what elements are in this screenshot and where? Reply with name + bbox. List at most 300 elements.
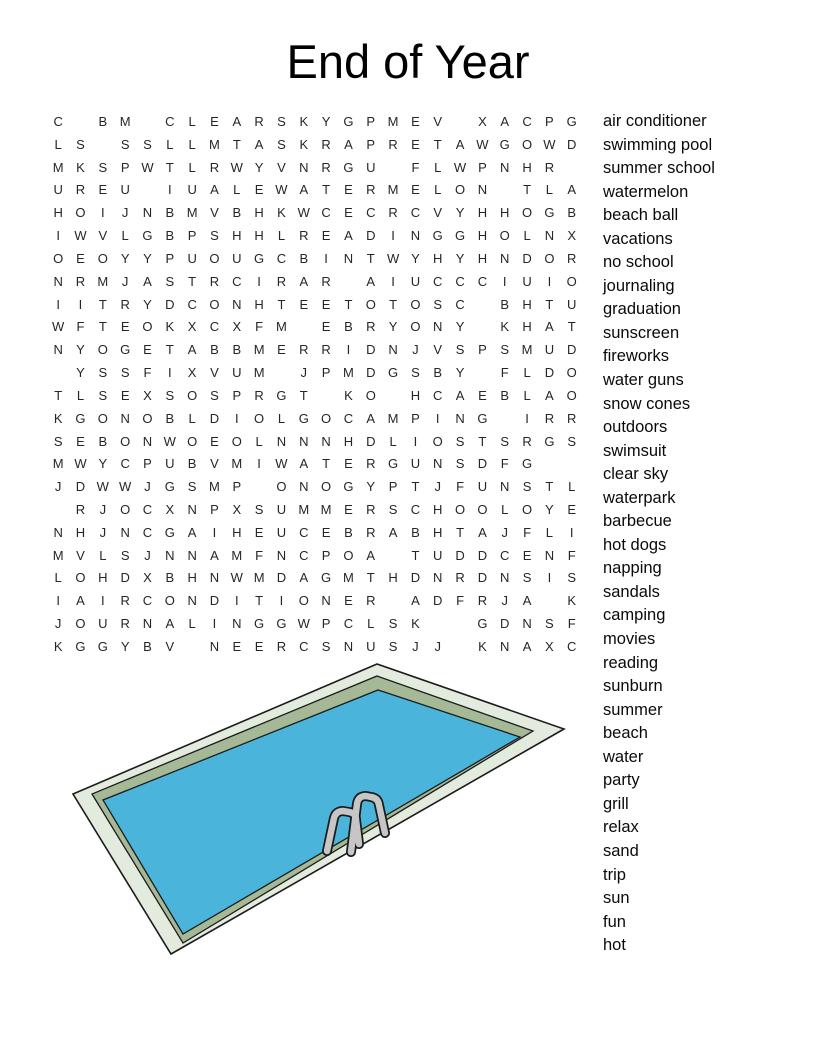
- grid-cell: C: [299, 524, 309, 540]
- grid-cell: I: [525, 410, 529, 426]
- grid-cell: W: [543, 136, 556, 152]
- word-list-item: summer school: [603, 159, 715, 178]
- grid-cell: W: [476, 136, 489, 152]
- grid-cell: P: [478, 342, 487, 358]
- grid-cell: O: [120, 501, 131, 517]
- grid-cell: D: [544, 365, 555, 381]
- word-list-item: fun: [603, 912, 626, 931]
- grid-cell: O: [75, 616, 86, 632]
- grid-cell: Y: [545, 501, 554, 517]
- grid-cell: S: [388, 616, 398, 632]
- grid-cell: T: [344, 296, 353, 312]
- grid-cell: C: [142, 501, 153, 517]
- grid-cell: Y: [455, 319, 465, 335]
- grid-cell: L: [54, 136, 62, 152]
- grid-cell: O: [521, 205, 533, 221]
- grid-cell: L: [568, 479, 576, 495]
- grid-cell: F: [567, 616, 576, 632]
- grid-cell: U: [522, 273, 532, 289]
- grid-cell: N: [500, 638, 510, 654]
- grid-cell: X: [187, 319, 197, 335]
- grid-cell: U: [544, 342, 555, 358]
- grid-cell: I: [391, 273, 395, 289]
- grid-cell: O: [209, 296, 220, 312]
- grid-cell: D: [477, 570, 488, 586]
- grid-cell: Y: [366, 479, 376, 495]
- grid-cell: B: [165, 228, 175, 244]
- grid-cell: W: [297, 205, 310, 221]
- grid-cell: P: [388, 479, 398, 495]
- grid-cell: S: [522, 479, 532, 495]
- grid-cell: P: [232, 479, 242, 495]
- grid-cell: U: [276, 524, 287, 540]
- grid-cell: C: [500, 547, 510, 563]
- grid-cell: G: [455, 228, 466, 244]
- grid-cell: B: [433, 365, 443, 381]
- grid-cell: A: [366, 410, 376, 426]
- grid-cell: I: [569, 524, 574, 540]
- grid-cell: N: [53, 524, 63, 540]
- grid-cell: R: [366, 319, 376, 335]
- grid-cell: C: [477, 273, 488, 289]
- grid-cell: O: [410, 319, 421, 335]
- grid-cell: T: [411, 479, 420, 495]
- grid-cell: N: [187, 547, 197, 563]
- grid-cell: S: [321, 638, 331, 654]
- grid-cell: S: [522, 570, 532, 586]
- grid-cell: U: [276, 501, 287, 517]
- grid-cell: I: [212, 616, 217, 632]
- grid-cell: R: [75, 182, 86, 198]
- grid-cell: T: [567, 319, 576, 335]
- grid-cell: L: [277, 228, 286, 244]
- grid-cell: E: [321, 296, 331, 312]
- grid-cell: R: [477, 593, 488, 609]
- grid-cell: C: [187, 296, 197, 312]
- grid-cell: H: [477, 250, 488, 266]
- grid-cell: B: [232, 205, 242, 221]
- grid-cell: A: [187, 524, 197, 540]
- word-list-item: sandals: [603, 582, 660, 601]
- grid-cell: D: [209, 593, 220, 609]
- grid-cell: C: [276, 250, 287, 266]
- grid-cell: V: [210, 205, 219, 221]
- grid-cell: C: [433, 273, 443, 289]
- grid-cell: A: [478, 524, 487, 540]
- word-list-item: swimsuit: [603, 441, 667, 460]
- puzzle-title: End of Year: [286, 35, 530, 88]
- grid-cell: W: [119, 479, 132, 495]
- grid-cell: I: [234, 593, 239, 609]
- grid-cell: U: [366, 638, 376, 654]
- grid-cell: T: [322, 182, 331, 198]
- grid-cell: P: [143, 456, 152, 472]
- grid-cell: I: [167, 365, 172, 381]
- grid-cell: T: [389, 296, 398, 312]
- grid-cell: J: [121, 205, 129, 221]
- grid-cell: J: [434, 479, 441, 495]
- grid-cell: D: [522, 250, 532, 266]
- grid-cell: L: [188, 410, 196, 426]
- grid-cell: A: [210, 547, 219, 563]
- grid-cell: H: [75, 524, 86, 540]
- grid-cell: N: [321, 593, 331, 609]
- grid-cell: C: [366, 205, 376, 221]
- grid-cell: A: [344, 136, 353, 152]
- grid-cell: W: [141, 159, 154, 175]
- grid-cell: E: [120, 387, 130, 403]
- grid-cell: O: [298, 593, 309, 609]
- grid-cell: C: [165, 113, 175, 129]
- grid-cell: U: [120, 182, 130, 198]
- grid-cell: E: [210, 433, 219, 449]
- grid-cell: D: [567, 342, 577, 358]
- grid-cell: H: [232, 228, 242, 244]
- grid-cell: S: [433, 296, 443, 312]
- grid-cell: N: [388, 342, 398, 358]
- grid-cell: S: [254, 501, 264, 517]
- grid-cell: E: [98, 182, 108, 198]
- grid-cell: V: [277, 159, 286, 175]
- grid-cell: N: [299, 433, 309, 449]
- grid-cell: N: [544, 228, 555, 244]
- grid-cell: [315, 384, 337, 407]
- grid-cell: F: [411, 159, 420, 175]
- grid-cell: O: [566, 387, 577, 403]
- grid-cell: O: [231, 433, 242, 449]
- grid-cell: M: [387, 113, 399, 129]
- grid-cell: [47, 361, 69, 384]
- grid-cell: C: [120, 456, 130, 472]
- grid-cell: T: [366, 570, 375, 586]
- grid-cell: K: [411, 616, 420, 632]
- grid-cell: G: [544, 433, 555, 449]
- grid-cell: I: [547, 273, 552, 289]
- grid-cell: W: [297, 616, 310, 632]
- grid-cell: Y: [98, 456, 108, 472]
- grid-cell: W: [230, 159, 243, 175]
- grid-cell: R: [388, 136, 398, 152]
- grid-cell: P: [478, 159, 487, 175]
- grid-cell: R: [75, 501, 86, 517]
- grid-cell: D: [366, 342, 376, 358]
- grid-cell: G: [164, 524, 175, 540]
- grid-cell: E: [321, 524, 331, 540]
- grid-cell: D: [209, 410, 220, 426]
- grid-cell: B: [187, 456, 197, 472]
- grid-cell: O: [521, 501, 533, 517]
- grid-cell: R: [321, 342, 331, 358]
- swimming-pool-illustration: [60, 650, 580, 970]
- grid-cell: B: [165, 570, 175, 586]
- grid-cell: S: [143, 136, 152, 152]
- grid-cell: C: [410, 501, 421, 517]
- grid-cell: G: [343, 159, 354, 175]
- grid-cell: N: [187, 501, 197, 517]
- grid-cell: N: [142, 616, 153, 632]
- grid-cell: R: [366, 501, 376, 517]
- grid-cell: S: [187, 479, 197, 495]
- grid-cell: S: [120, 365, 130, 381]
- grid-cell: N: [142, 205, 153, 221]
- grid-cell: K: [567, 593, 577, 609]
- grid-cell: G: [298, 410, 309, 426]
- grid-cell: R: [388, 205, 398, 221]
- grid-cell: C: [299, 638, 309, 654]
- grid-cell: L: [523, 387, 531, 403]
- grid-cell: C: [321, 205, 331, 221]
- grid-cell: M: [253, 365, 265, 381]
- grid-cell: U: [187, 182, 197, 198]
- grid-cell: V: [210, 456, 219, 472]
- grid-cell: C: [142, 593, 153, 609]
- grid-cell: T: [456, 524, 465, 540]
- grid-cell: D: [477, 456, 488, 472]
- grid-cell: F: [500, 365, 509, 381]
- grid-cell: T: [165, 342, 174, 358]
- grid-cell: F: [456, 593, 465, 609]
- grid-cell: S: [98, 159, 108, 175]
- grid-cell: E: [411, 182, 420, 198]
- grid-cell: H: [254, 296, 264, 312]
- grid-cell: J: [412, 638, 419, 654]
- grid-cell: A: [411, 593, 420, 609]
- grid-cell: P: [321, 547, 331, 563]
- grid-cell: V: [210, 365, 219, 381]
- letter-grid: [47, 110, 583, 658]
- grid-cell: R: [321, 273, 331, 289]
- grid-cell: J: [99, 524, 107, 540]
- grid-cell: T: [255, 593, 264, 609]
- grid-cell: T: [523, 182, 532, 198]
- grid-cell: E: [210, 113, 219, 129]
- grid-cell: N: [299, 479, 309, 495]
- grid-cell: O: [410, 296, 421, 312]
- grid-cell: U: [433, 547, 443, 563]
- grid-cell: O: [276, 479, 287, 495]
- word-list-item: sunburn: [603, 677, 663, 696]
- grid-cell: [382, 544, 404, 567]
- grid-cell: L: [367, 616, 375, 632]
- grid-cell: E: [76, 433, 85, 449]
- word-list-item: grill: [603, 794, 629, 813]
- grid-cell: S: [455, 342, 465, 358]
- grid-cell: R: [276, 638, 287, 654]
- grid-cell: K: [53, 638, 63, 654]
- grid-cell: P: [120, 159, 130, 175]
- grid-cell: G: [164, 479, 175, 495]
- grid-cell: U: [232, 365, 242, 381]
- grid-cell: G: [97, 638, 108, 654]
- grid-cell: [494, 407, 516, 430]
- grid-cell: I: [547, 570, 552, 586]
- grid-cell: F: [500, 456, 509, 472]
- grid-cell: R: [120, 616, 130, 632]
- grid-cell: S: [210, 228, 219, 244]
- grid-cell: T: [277, 296, 286, 312]
- grid-cell: W: [230, 570, 243, 586]
- grid-cell: G: [499, 136, 510, 152]
- word-list-item: movies: [603, 630, 656, 649]
- grid-cell: N: [276, 433, 287, 449]
- grid-cell: S: [388, 638, 398, 654]
- grid-cell: P: [210, 501, 219, 517]
- word-list-item: napping: [603, 559, 662, 578]
- grid-cell: O: [53, 250, 64, 266]
- grid-cell: I: [257, 273, 261, 289]
- grid-cell: A: [254, 136, 264, 152]
- grid-cell: A: [299, 182, 309, 198]
- grid-cell: B: [210, 342, 219, 358]
- grid-cell: R: [567, 250, 577, 266]
- grid-cell: V: [433, 205, 443, 221]
- grid-cell: T: [545, 296, 554, 312]
- grid-cell: C: [232, 273, 242, 289]
- word-list-item: party: [603, 771, 640, 790]
- grid-cell: E: [76, 250, 85, 266]
- grid-cell: S: [567, 433, 577, 449]
- grid-cell: J: [144, 479, 151, 495]
- grid-cell: S: [277, 113, 286, 129]
- grid-cell: [270, 361, 292, 384]
- grid-cell: H: [477, 205, 488, 221]
- grid-cell: M: [231, 547, 243, 563]
- grid-cell: F: [255, 547, 264, 563]
- grid-cell: P: [366, 113, 376, 129]
- grid-cell: R: [299, 342, 309, 358]
- grid-cell: D: [366, 228, 376, 244]
- grid-cell: S: [455, 456, 465, 472]
- grid-cell: J: [121, 273, 129, 289]
- grid-cell: R: [209, 159, 220, 175]
- grid-cell: H: [254, 205, 264, 221]
- grid-cell: O: [164, 593, 175, 609]
- grid-cell: H: [232, 524, 242, 540]
- grid-cell: [382, 156, 404, 179]
- grid-cell: X: [545, 638, 554, 654]
- grid-cell: [538, 452, 560, 475]
- grid-cell: A: [545, 387, 554, 403]
- grid-cell: O: [187, 433, 198, 449]
- grid-cell: N: [165, 547, 175, 563]
- grid-cell: T: [545, 479, 554, 495]
- grid-cell: N: [120, 410, 130, 426]
- grid-cell: A: [545, 319, 554, 335]
- grid-cell: B: [344, 524, 353, 540]
- grid-cell: Y: [455, 250, 465, 266]
- grid-cell: N: [477, 182, 488, 198]
- grid-cell: G: [343, 113, 354, 129]
- grid-cell: X: [232, 319, 242, 335]
- grid-cell: A: [455, 387, 465, 403]
- grid-cell: B: [567, 205, 577, 221]
- grid-cell: I: [435, 410, 440, 426]
- grid-cell: O: [343, 547, 354, 563]
- grid-cell: T: [188, 273, 197, 289]
- grid-cell: N: [500, 479, 510, 495]
- grid-cell: O: [209, 250, 220, 266]
- grid-cell: N: [433, 319, 443, 335]
- grid-cell: L: [166, 136, 174, 152]
- grid-cell: O: [97, 250, 108, 266]
- word-list-item: snow cones: [603, 394, 691, 413]
- grid-cell: V: [433, 113, 443, 129]
- grid-cell: J: [300, 365, 308, 381]
- grid-cell: B: [500, 296, 510, 312]
- grid-cell: M: [209, 136, 220, 152]
- grid-cell: R: [567, 410, 577, 426]
- grid-cell: I: [257, 456, 261, 472]
- grid-cell: E: [254, 182, 264, 198]
- grid-cell: M: [209, 479, 220, 495]
- grid-cell: O: [120, 433, 131, 449]
- grid-cell: R: [366, 593, 376, 609]
- word-list-item: relax: [603, 818, 639, 837]
- grid-cell: Y: [455, 365, 465, 381]
- grid-cell: O: [499, 228, 510, 244]
- grid-cell: G: [388, 365, 399, 381]
- word-list-item: outdoors: [603, 418, 668, 437]
- grid-cell: S: [98, 365, 108, 381]
- grid-cell: N: [500, 250, 510, 266]
- grid-cell: R: [209, 273, 220, 289]
- grid-cell: L: [523, 365, 531, 381]
- grid-cell: B: [500, 387, 510, 403]
- grid-cell: S: [500, 433, 510, 449]
- grid-cell: M: [52, 547, 64, 563]
- grid-cell: D: [165, 296, 175, 312]
- grid-cell: W: [275, 456, 288, 472]
- word-list-item: air conditioner: [603, 112, 707, 130]
- grid-cell: C: [53, 113, 63, 129]
- grid-cell: H: [53, 205, 63, 221]
- grid-cell: Y: [388, 319, 398, 335]
- grid-cell: N: [232, 296, 242, 312]
- grid-cell: K: [277, 205, 286, 221]
- word-list-item: watermelon: [603, 182, 689, 201]
- grid-cell: R: [299, 228, 309, 244]
- grid-cell: F: [523, 524, 532, 540]
- grid-cell: S: [120, 547, 130, 563]
- grid-cell: L: [277, 410, 286, 426]
- grid-cell: X: [567, 228, 577, 244]
- grid-cell: J: [412, 342, 419, 358]
- grid-cell: T: [232, 136, 241, 152]
- grid-cell: T: [322, 456, 331, 472]
- grid-cell: C: [299, 547, 309, 563]
- grid-cell: E: [344, 182, 353, 198]
- grid-cell: G: [120, 342, 131, 358]
- grid-cell: P: [545, 113, 554, 129]
- grid-cell: K: [478, 638, 487, 654]
- grid-cell: S: [277, 136, 286, 152]
- grid-cell: M: [52, 456, 64, 472]
- grid-cell: S: [500, 342, 510, 358]
- grid-cell: G: [477, 616, 488, 632]
- grid-cell: R: [544, 159, 555, 175]
- grid-cell: S: [455, 433, 465, 449]
- grid-cell: A: [143, 273, 152, 289]
- grid-cell: [92, 133, 114, 156]
- grid-cell: O: [455, 182, 466, 198]
- grid-cell: F: [255, 319, 264, 335]
- word-list-item: hot dogs: [603, 535, 667, 554]
- grid-cell: [471, 361, 493, 384]
- grid-cell: C: [433, 387, 443, 403]
- grid-cell: A: [165, 616, 175, 632]
- grid-cell: L: [434, 182, 442, 198]
- grid-cell: H: [433, 250, 443, 266]
